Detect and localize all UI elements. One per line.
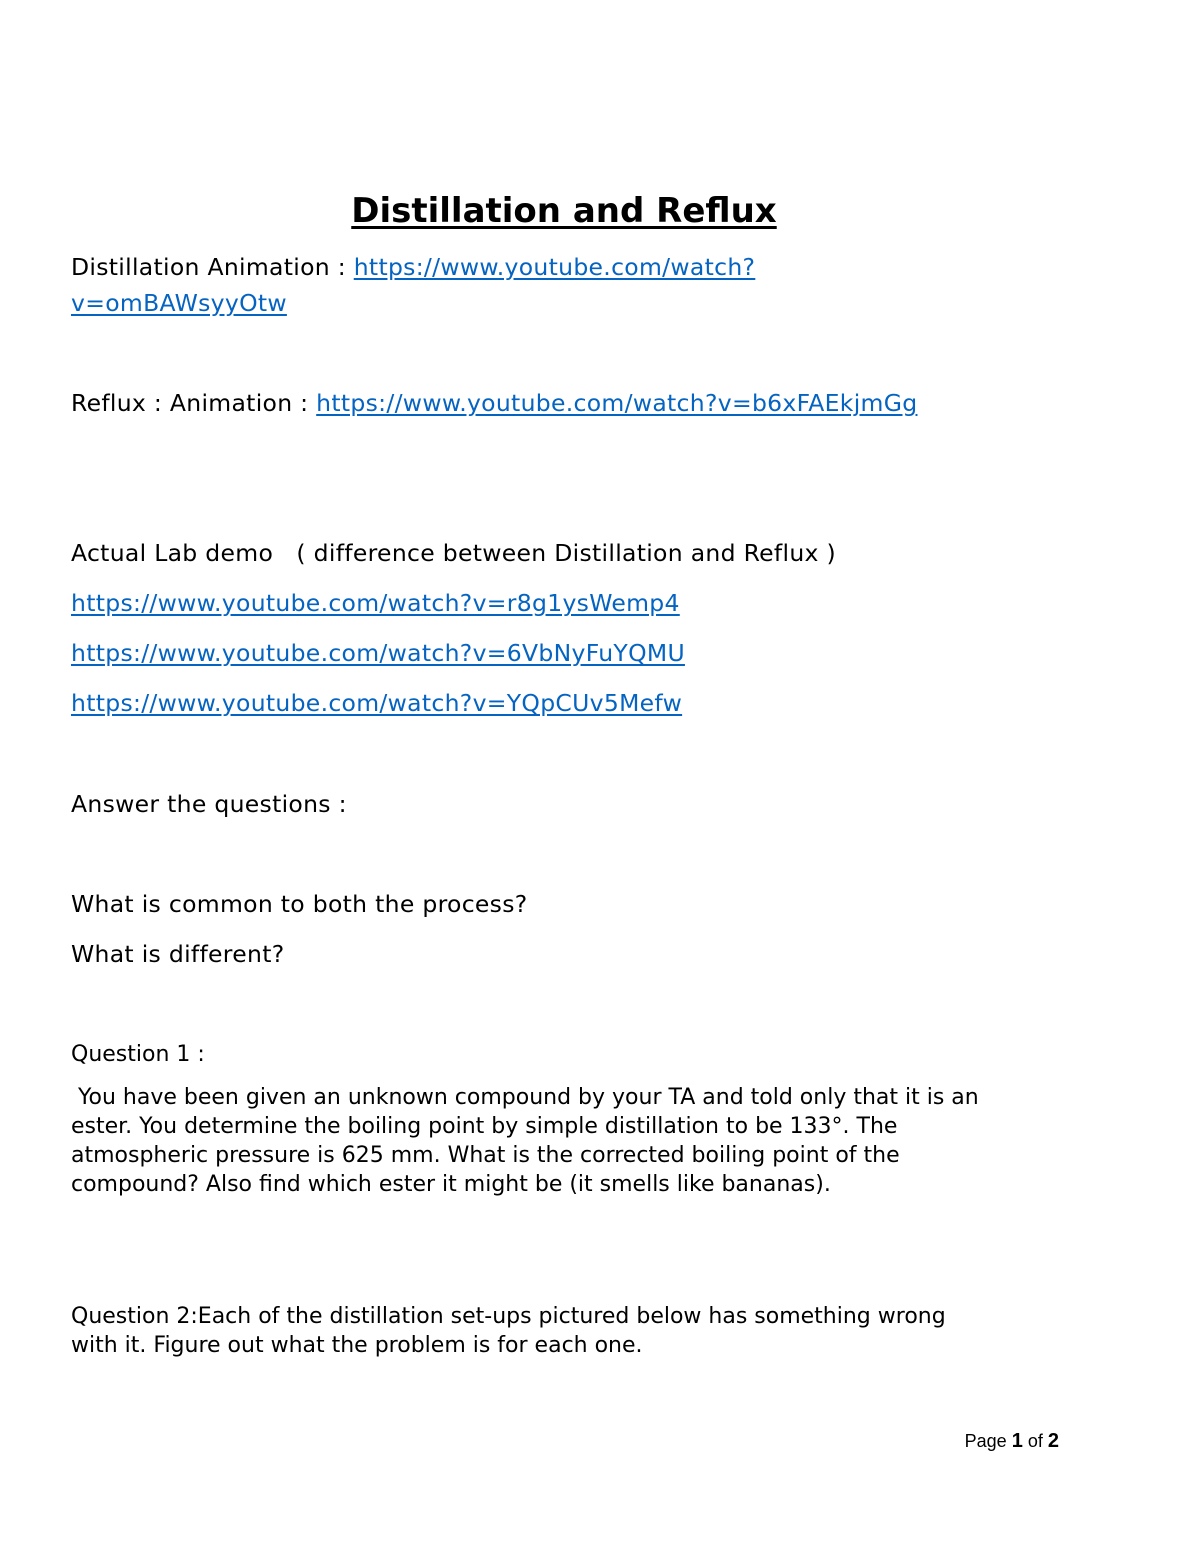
of-word: of — [1027, 1431, 1043, 1451]
reflux-line — [71, 389, 917, 417]
page-number-footer — [965, 1430, 1059, 1453]
lab-demo-link-3[interactable]: https://www.youtube.com/watch?v=YQpCUv5Mefw — [71, 689, 683, 717]
distillation-line — [71, 253, 755, 281]
distillation-link-continued[interactable]: v=omBAWsyyOtw — [71, 289, 287, 317]
reflux-link[interactable]: https://www.youtube.com/watch?v=b6xFAEkjmGg — [316, 389, 918, 417]
question1-label: Question 1 : — [71, 1042, 205, 1067]
prompt-different: What is different? — [71, 940, 285, 968]
document-title: Distillation and Reflux — [351, 191, 777, 231]
prompt-common: What is common to both the process? — [71, 890, 528, 918]
question2-line-2: with it. Figure out what the problem is for each one. — [71, 1333, 643, 1358]
question1-line-4: compound? Also find which ester it might be (it smells like bananas). — [71, 1172, 831, 1197]
question2-line-1: Question 2:Each of the distillation set-ups pictured below has something wrong — [71, 1304, 946, 1329]
question1-line-3: atmospheric pressure is 625 mm. What is the corrected boiling point of the — [71, 1143, 900, 1168]
current-page: 1 — [1011, 1430, 1023, 1452]
lab-demo-heading: Actual Lab demo ( difference between Distillation and Reflux ) — [71, 539, 836, 567]
answer-heading: Answer the questions : — [71, 790, 347, 818]
distillation-label: Distillation Animation : — [71, 253, 346, 281]
question1-line-2: ester. You determine the boiling point by simple distillation to be 133°. The — [71, 1114, 898, 1139]
lab-demo-link-1[interactable]: https://www.youtube.com/watch?v=r8g1ysWemp4 — [71, 589, 680, 617]
question1-line-1: You have been given an unknown compound by your TA and told only that it is an — [71, 1085, 979, 1110]
reflux-label: Reflux : Animation : — [71, 389, 309, 417]
distillation-link[interactable]: https://www.youtube.com/watch? — [353, 253, 756, 281]
page-word: Page — [964, 1431, 1007, 1451]
lab-demo-link-2[interactable]: https://www.youtube.com/watch?v=6VbNyFuYQMU — [71, 639, 685, 667]
total-pages: 2 — [1047, 1430, 1059, 1452]
